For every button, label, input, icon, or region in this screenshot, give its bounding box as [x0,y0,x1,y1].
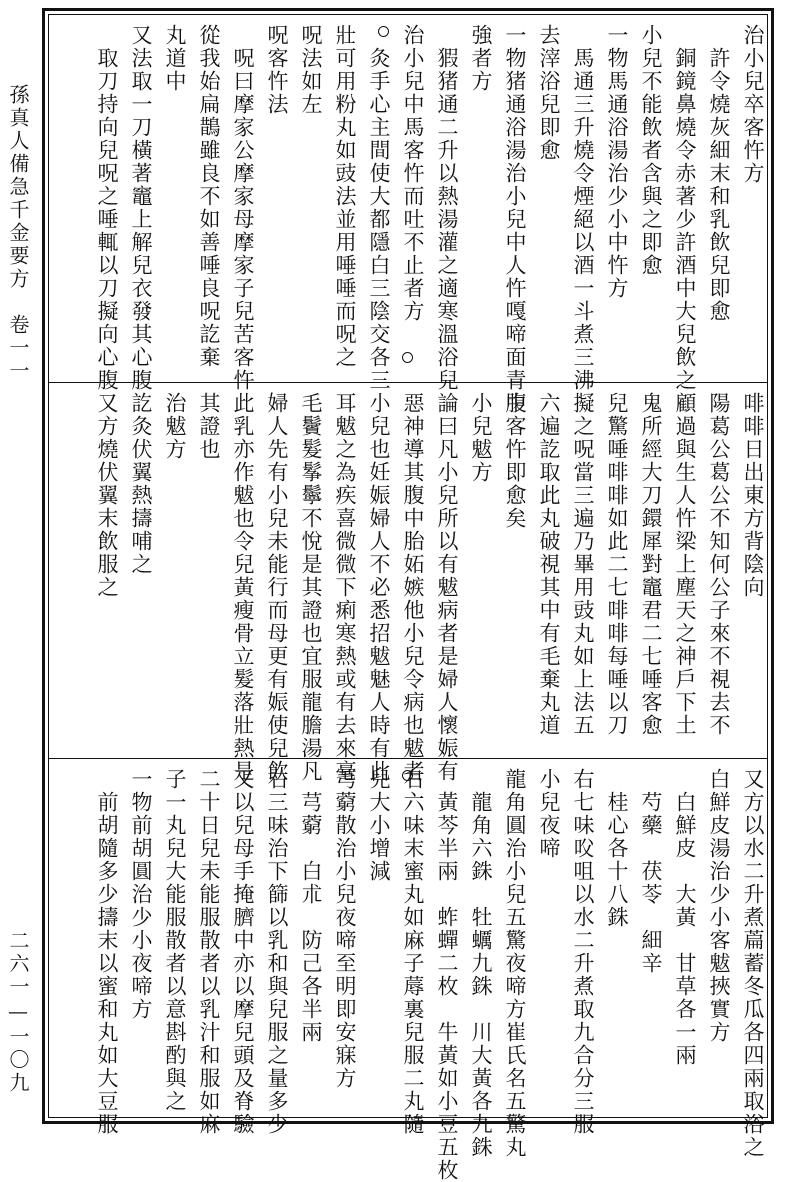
text-column: 治魃方 [163,392,187,461]
text-column: 灸手心主間使大都隱白三陰交各三 [367,24,391,392]
text-column: 右七味㕮咀以水二升煮取九合分三服 [571,768,595,1136]
text-column: 子一丸兒大能服散者以意斟酌與之 [163,768,187,1113]
text-column: 銅鏡鼻燒令赤著少許酒中大兒飲之 [673,24,697,392]
text-column: 小兒也妊娠婦人不必悉招魃魅人時有此 [367,392,391,783]
text-column: 惡神導其腹中胎妬嫉他小兒令病也魃者 [401,392,425,783]
text-column: 其證也 [197,392,221,461]
text-column: 婦人先有小兒未能行而母更有娠使兒飲 [265,392,289,783]
text-column: 從我始扁鵲雖良不如善唾良呪訖棄 [197,24,221,369]
text-column: 灸伏翼熱擣哺之 [129,392,153,576]
text-column: 論曰凡小兒所以有魃病者是婦人懷娠有 [435,392,459,783]
text-column: 壯可用粉丸如豉法並用唾唾而呪之 [333,24,357,369]
text-column: 兒大小增減 [367,768,391,883]
text-column: 顧過與生人忤梁上塵天之神戶下土 [673,392,697,737]
text-column: 桂心各十八銖 [605,768,629,929]
running-title: 孫真人備急千金要方 卷一一 [6,84,30,383]
circle-marker [402,352,413,363]
text-column: 龍角六銖 牡蠣九銖 川大黃各九銖 [469,768,493,1159]
text-column: 黃芩半兩 蚱蟬二枚 牛黃如小豆五枚 [435,768,459,1182]
text-column: 中客忤即愈矣 [503,392,527,530]
text-column: 擬之呪當三遍乃畢用豉丸如上法五 [571,392,595,737]
text-column: 右六味末蜜丸如麻子蓐裏兒服二丸隨 [401,768,425,1136]
text-column: 一物前胡圓治少小夜啼方 [129,768,153,1021]
text-column: 白鮮皮 大黃 甘草各一兩 [673,768,697,1067]
text-column: 兒驚唾啡啡如此二七啡啡每唾以刀 [605,392,629,737]
text-column: 芎藭散治小兒夜啼至明即安寐方 [333,768,357,1090]
text-column: 小兒不能飲者含與之即愈 [639,24,663,277]
text-column: 右三味治下篩以乳和與兒服之量多少 [265,768,289,1136]
text-column: 一物猪通浴湯治小兒中人忤嘎啼面青腹 [503,24,527,415]
text-column: 此乳亦作魃也令兒黃瘦骨立髮落壯熱是 [231,392,255,783]
text-column: 治小兒卒客忤方 [741,24,765,185]
text-column: 芍藥 茯苓 細辛 [639,768,663,975]
text-column: 取刀持向兒呪之唾輒以刀擬向心腹 [95,24,119,392]
text-column: 一物馬通浴湯治少小中忤方 [605,24,629,300]
text-column: 又方以水二升煮萹蓄冬瓜各四兩取浴之 [741,768,765,1159]
text-column: 陽葛公葛公不知何公子來不視去不 [707,392,731,737]
text-column: 龍角圓治小兒五驚夜啼方崔氏名五驚丸 [503,768,527,1159]
section-divider-1 [48,382,768,383]
text-column: 又以兒母手掩臍中亦以摩兒頭及脊驗 [231,768,255,1136]
text-column: 六遍訖取此丸破視其中有毛棄丸道 [537,392,561,737]
text-column: 治小兒中馬客忤而吐不止者方 [401,24,425,323]
text-column: 前胡隨多少擣末以蜜和丸如大豆服 [95,768,119,1136]
text-column: 猳猪通二升以熱湯灌之適寒溫浴兒 [435,24,459,392]
text-column: 呪客忤法 [265,24,289,116]
text-column: 呪曰摩家公摩家母摩家子兒苦客忤 [231,24,255,392]
text-column: 耳魃之為疾喜微微下痢寒熱或有去來毫 [333,392,357,783]
text-column: 又方燒伏翼末飲服之 [95,392,119,599]
text-column: 呪法如左 [299,24,323,116]
text-column: 二十日兒未能服散者以乳汁和服如麻 [197,768,221,1136]
text-column: 小兒夜啼 [537,768,561,860]
text-column: 芎藭 白朮 防己各半兩 [299,768,323,1044]
text-column: 又法取一刀橫著竈上解兒衣發其心腹訖 [129,24,153,415]
text-column: 啡啡日出東方背陰向 [741,392,765,599]
text-column: 毛鬢髮鬇鬡不悅是其證也宜服龍膽湯凡 [299,392,323,783]
text-column: 許令燒灰細末和乳飲兒即愈 [707,24,731,323]
page-number: 二六一—一〇九 [6,930,30,1095]
text-column: 白鮮皮湯治少小客魃挾實方 [707,768,731,1044]
text-column: 去滓浴兒即愈 [537,24,561,162]
text-column: 小兒魃方 [469,392,493,484]
text-column: 強者方 [469,24,493,93]
text-column: 鬼所經大刀鐶犀對竈君二七唾客愈 [639,392,663,737]
text-column: 丸道中 [163,24,187,93]
circle-marker [402,770,413,781]
text-column: 馬通三升燒令煙絕以酒一斗煮三沸 [571,24,595,392]
circle-marker [378,26,389,37]
